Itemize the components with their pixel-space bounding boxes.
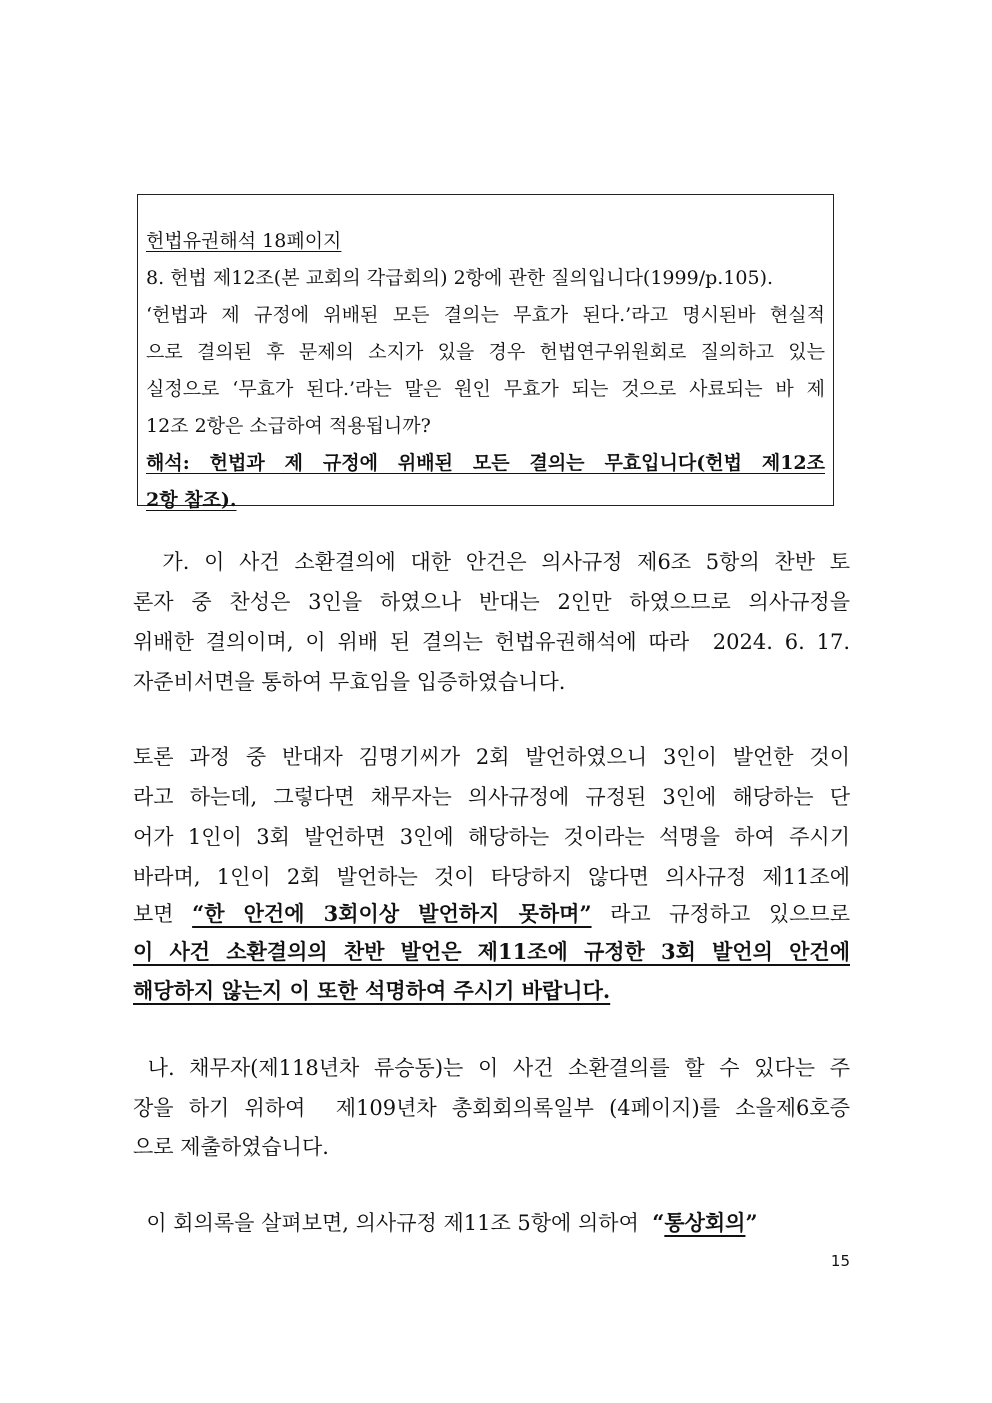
paragraph-ga-line: 자준비서면을 통하여 무효임을 입증하였습니다.	[133, 670, 566, 694]
box-line: 8. 헌법 제12조(본 교회의 각급회의) 2항에 관한 질의입니다(1999/p.105).	[146, 267, 774, 289]
paragraph-ga-line: 론자 중 찬성은 3인을 하였으나 반대는 2인만 하였으므로 의사규정을	[133, 590, 850, 614]
emphasis-line: 해당하지 않는지 이 또한 석명하여 주시기 바랍니다.	[133, 978, 611, 1003]
quote-line: 보면 “한 안건에 3회이상 발언하지 못하며” 라고 규정하고 있으므로	[133, 901, 850, 926]
quoted-interpretation-box	[137, 194, 834, 511]
paragraph-na-line: 나. 채무자(제118년차 류승동)는 이 사건 소환결의를 할 수 있다는 주	[133, 1056, 850, 1080]
box-line: ‘헌법과 제 규정에 위배된 모든 결의는 무효가 된다.’라고 명시된바 현실적	[146, 304, 825, 326]
paragraph-na-line: 장을 하기 위하여 제109년차 총회회의록일부 (4페이지)를 소을제6호증	[133, 1096, 850, 1120]
page-number: 15	[830, 1252, 850, 1270]
last-line: 이 회의록을 살펴보면, 의사규정 제11조 5항에 의하여 “통상회의”	[133, 1210, 758, 1235]
paragraph-ga-line: 가. 이 사건 소환결의에 대한 안건은 의사규정 제6조 5항의 찬반 토	[133, 550, 850, 574]
box-answer-line: 해석: 헌법과 제 규정에 위배된 모든 결의는 무효입니다(헌법 제12조	[146, 452, 825, 474]
paragraph-ga-line: 위배한 결의이며, 이 위배 된 결의는 헌법유권해석에 따라 2024. 6. 17.	[133, 630, 850, 654]
box-header: 헌법유권해석 18페이지	[146, 230, 342, 252]
box-line: 으로 결의된 후 문제의 소지가 있을 경우 헌법연구위원회로 질의하고 있는	[146, 341, 825, 363]
quoted-rule: “한 안건에 3회이상 발언하지 못하며”	[192, 901, 592, 926]
emphasis-line: 이 사건 소환결의의 찬반 발언은 제11조에 규정한 3회 발언의 안건에	[133, 939, 850, 964]
paragraph-na-line: 으로 제출하였습니다.	[133, 1135, 329, 1159]
paragraph-debate-line: 라고 하는데, 그렇다면 채무자는 의사규정에 규정된 3인에 해당하는 단	[133, 785, 850, 809]
paragraph-debate-line: 토론 과정 중 반대자 김명기씨가 2회 발언하였으니 3인이 발언한 것이	[133, 745, 850, 769]
box-line: 12조 2항은 소급하여 적용됩니까?	[146, 415, 431, 437]
box-line: 실정으로 ‘무효가 된다.’라는 말은 원인 무효가 되는 것으로 사료되는 바 제	[146, 378, 825, 400]
box-answer-line: 2항 참조).	[146, 489, 237, 511]
paragraph-debate-line: 바라며, 1인이 2회 발언하는 것이 타당하지 않다면 의사규정 제11조에	[133, 865, 850, 889]
paragraph-debate-line: 어가 1인이 3회 발언하면 3인에 해당하는 것이라는 석명을 하여 주시기	[133, 825, 850, 849]
quoted-term: 통상회의	[664, 1210, 746, 1235]
